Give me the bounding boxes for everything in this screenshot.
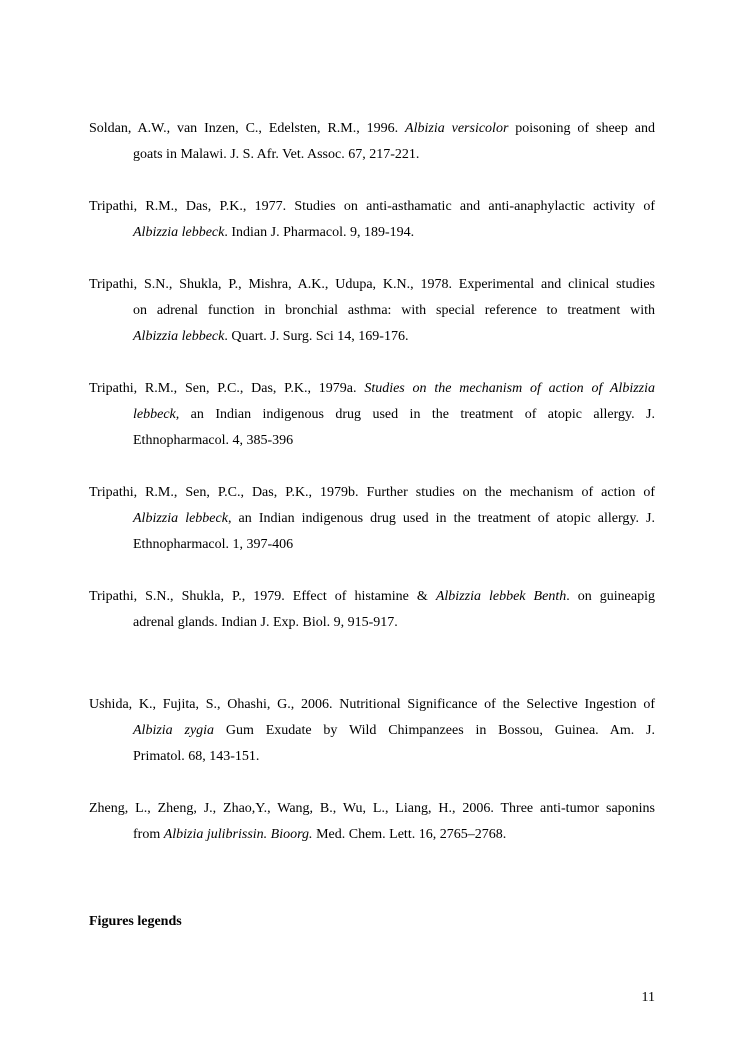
reference-line	[89, 298, 655, 324]
reference-text: on adrenal function in bronchial asthma: with special reference to treatment with	[133, 303, 655, 318]
reference-line	[89, 142, 655, 168]
reference-text: , an Indian indigenous drug used in the treatment of atopic allergy. J.	[227, 511, 656, 526]
reference-line	[89, 822, 655, 848]
reference-entry	[89, 692, 655, 770]
reference-text: Soldan, A.W., van Inzen, C., Edelsten, R.M., 1996.	[89, 121, 406, 136]
reference-text: Zheng, L., Zheng, J., Zhao,Y., Wang, B., Wu, L., Liang, H., 2006. Three anti-tumor saponins	[89, 801, 655, 816]
reference-entry	[89, 796, 655, 848]
reference-line	[89, 376, 655, 402]
species-name-italic: Albizia versicolor	[405, 121, 509, 136]
reference-text: goats in Malawi. J. S. Afr. Vet. Assoc. 67, 217-221.	[133, 147, 420, 162]
reference-line	[89, 194, 655, 220]
reference-text: Med. Chem. Lett. 16, 2765–2768.	[312, 827, 507, 842]
reference-text: poisoning of sheep and	[508, 121, 655, 136]
reference-entry	[89, 480, 655, 558]
species-name-italic: Albizia julibrissin. Bioorg.	[163, 827, 313, 842]
species-name-italic: Albizzia lebbeck	[133, 225, 225, 240]
reference-text: Tripathi, S.N., Shukla, P., 1979. Effect of histamine &	[89, 589, 436, 604]
reference-line	[89, 610, 655, 636]
reference-text: Tripathi, S.N., Shukla, P., Mishra, A.K., Udupa, K.N., 1978. Experimental and clinical studies	[89, 277, 655, 292]
reference-text: . Indian J. Pharmacol. 9, 189-194.	[224, 225, 415, 240]
reference-text: Ethnopharmacol. 4, 385-396	[133, 433, 294, 448]
reference-text: . on guineapig	[566, 589, 655, 604]
reference-text: Gum Exudate by Wild Chimpanzees in Bossou, Guinea. Am. J.	[214, 723, 655, 738]
species-name-italic: Albizzia lebbeck	[133, 329, 225, 344]
reference-text: Primatol. 68, 143-151.	[133, 749, 260, 764]
reference-line	[89, 506, 655, 532]
reference-text: adrenal glands. Indian J. Exp. Biol. 9, 915-917.	[133, 615, 398, 630]
reference-line	[89, 480, 655, 506]
reference-text: Tripathi, R.M., Sen, P.C., Das, P.K., 1979b. Further studies on the mechanism of action of	[89, 485, 655, 500]
reference-line	[89, 532, 655, 558]
reference-line	[89, 116, 655, 142]
reference-entry	[89, 194, 655, 246]
species-name-italic: lebbeck,	[133, 407, 180, 422]
reference-entry	[89, 376, 655, 454]
section-heading: Figures legends	[89, 914, 182, 929]
reference-text: . Quart. J. Surg. Sci 14, 169-176.	[224, 329, 409, 344]
reference-line	[89, 324, 655, 350]
species-name-italic: Studies on the mechanism of action of Albizzia	[364, 381, 655, 396]
reference-text: Tripathi, R.M., Sen, P.C., Das, P.K., 1979a.	[89, 381, 365, 396]
reference-line	[89, 718, 655, 744]
reference-line	[89, 272, 655, 298]
reference-entry	[89, 272, 655, 350]
reference-line	[89, 402, 655, 428]
reference-text: Ushida, K., Fujita, S., Ohashi, G., 2006. Nutritional Significance of the Selective Ingestion of	[89, 697, 655, 712]
species-name-italic: Albizia zygia	[133, 723, 215, 738]
reference-line	[89, 796, 655, 822]
reference-line	[89, 220, 655, 246]
reference-text: an Indian indigenous drug used in the treatment of atopic allergy. J.	[179, 407, 655, 422]
species-name-italic: Albizzia lebbeck	[133, 511, 228, 526]
reference-line	[89, 428, 655, 454]
reference-text: Tripathi, R.M., Das, P.K., 1977. Studies on anti-asthamatic and anti-anaphylactic activity of	[89, 199, 655, 214]
page-number: 11	[641, 990, 655, 1005]
reference-entry	[89, 116, 655, 168]
reference-text: from	[133, 827, 164, 842]
species-name-italic: Albizzia lebbek Benth	[435, 589, 567, 604]
reference-line	[89, 744, 655, 770]
reference-entry	[89, 584, 655, 636]
reference-line	[89, 692, 655, 718]
reference-text: Ethnopharmacol. 1, 397-406	[133, 537, 294, 552]
reference-line	[89, 584, 655, 610]
